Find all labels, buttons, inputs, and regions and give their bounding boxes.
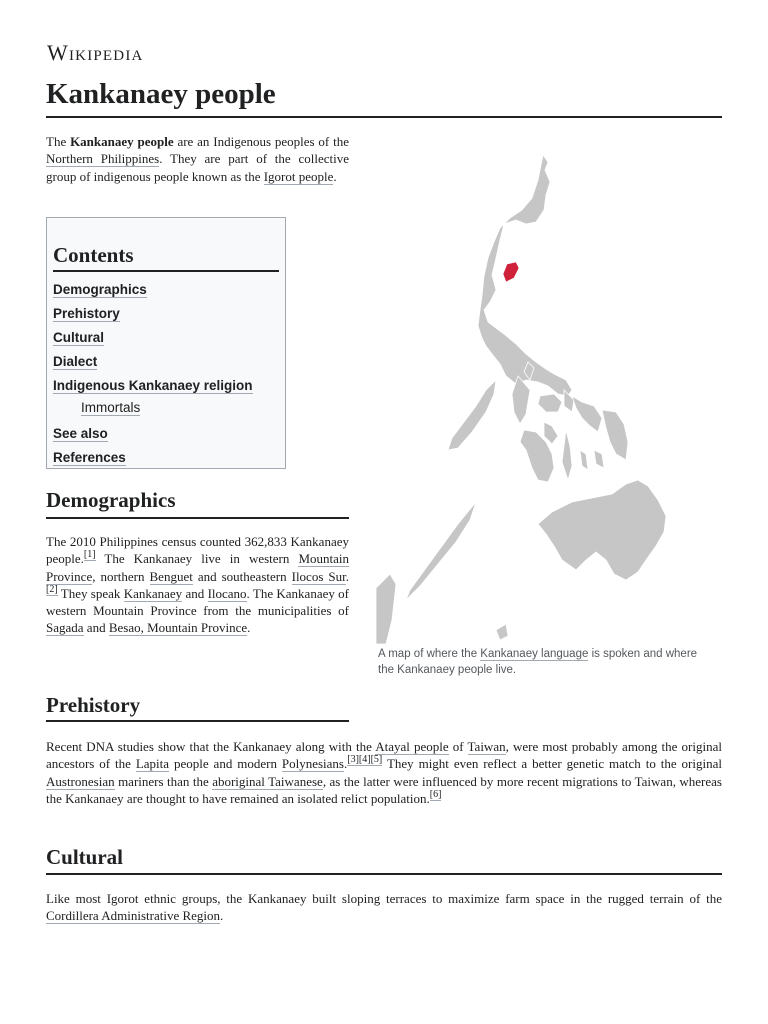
demographics-paragraph: The 2010 Philippines census counted 362,833 Kankanaey people.[1] The Kankanaey live in western Mountain Province, northern Benguet and southeastern Ilocos Sur.[2] They speak Kankanaey and Ilocano. The Kankanaey of western Mountain Province from the municipalities of Sagada and Besao, Mountain Province. (46, 534, 350, 636)
link-cordillera[interactable]: Cordillera Administrative Region (46, 908, 221, 924)
heading-demographics: Demographics (46, 488, 176, 512)
toc-title: Contents (53, 243, 279, 272)
wikipedia-wordmark[interactable]: Wikipedia (47, 40, 144, 65)
table-of-contents (46, 217, 286, 469)
title-divider (46, 116, 722, 118)
link-sagada[interactable]: Sagada (46, 620, 84, 636)
link-ilocano[interactable]: Ilocano (207, 585, 247, 601)
cultural-divider (46, 873, 722, 875)
citation-3[interactable]: [3] (347, 754, 359, 766)
link-benguet[interactable]: Benguet (149, 568, 193, 584)
toc-list (53, 278, 279, 470)
citation-2[interactable]: [2] (46, 583, 58, 595)
toc-item-immortals[interactable]: Immortals (81, 400, 141, 415)
link-northern-philippines[interactable]: Northern Philippines (46, 151, 160, 167)
toc-item-religion[interactable]: Indigenous Kankanaey religion (53, 378, 253, 393)
link-besao[interactable]: Besao, Mountain Province (108, 620, 248, 636)
cultural-paragraph: Like most Igorot ethnic groups, the Kankanaey built sloping terraces to maximize farm space in the rugged terrain of the Cordillera Administrative Region. (46, 891, 722, 924)
map-landmass (376, 155, 666, 644)
link-lapita[interactable]: Lapita (135, 756, 170, 772)
toc-item-dialect[interactable]: Dialect (53, 354, 98, 369)
prehistory-paragraph: Recent DNA studies show that the Kankanaey along with the Atayal people of Taiwan, were most probably among the original ancestors of the Lapita people and modern Polynesians.[3][4][5] They might even reflect a better genetic match to the original Austronesian mariners than the aboriginal Taiwanese, as the latter were influenced by more recent migrations to Taiwan, whereas the Kankanaey are thought to have remained an isolated relict population.[6] (46, 739, 722, 806)
citation-1[interactable]: [1] (83, 549, 96, 561)
map-highlight-kankanaey (503, 262, 519, 282)
link-aboriginal-taiwanese[interactable]: aboriginal Taiwanese (212, 773, 323, 789)
link-kankanaey[interactable]: Kankanaey (123, 585, 183, 601)
toc-item-prehistory[interactable]: Prehistory (53, 306, 120, 321)
citation-6[interactable]: [6] (429, 788, 442, 800)
link-ilocos-sur[interactable]: Ilocos Sur (291, 568, 346, 584)
link-mountain-province[interactable]: Mountain Province (46, 551, 349, 584)
citation-4[interactable]: [4] (358, 754, 371, 766)
heading-cultural: Cultural (46, 845, 124, 869)
intro-paragraph: The Kankanaey people are an Indigenous peoples of the Northern Philippines. They are part of the collective group of indigenous people known as the Igorot people. (46, 134, 350, 184)
demographics-divider (46, 517, 349, 519)
toc-item-references[interactable]: References (53, 450, 126, 465)
link-taiwan[interactable]: Taiwan (467, 739, 506, 754)
toc-item-cultural[interactable]: Cultural (53, 330, 105, 345)
philippines-map[interactable] (376, 150, 722, 644)
map-caption: A map of where the Kankanaey language is spoken and where the Kankanaey people live. (378, 648, 698, 676)
link-austronesian[interactable]: Austronesian (46, 773, 115, 789)
toc-item-see-also[interactable]: See also (53, 426, 108, 441)
prehistory-divider (46, 720, 349, 722)
toc-item-demographics[interactable]: Demographics (53, 282, 147, 297)
page-title: Kankanaey people (46, 78, 276, 110)
link-kankanaey-language[interactable]: Kankanaey language (480, 648, 589, 660)
heading-prehistory: Prehistory (46, 693, 141, 717)
link-atayal-people[interactable]: Atayal people (375, 739, 449, 754)
citation-5[interactable]: [5] (370, 754, 383, 766)
intro-bold-name: Kankanaey people (70, 134, 174, 149)
link-polynesians[interactable]: Polynesians (281, 756, 344, 772)
link-igorot-people[interactable]: Igorot people (263, 168, 334, 184)
